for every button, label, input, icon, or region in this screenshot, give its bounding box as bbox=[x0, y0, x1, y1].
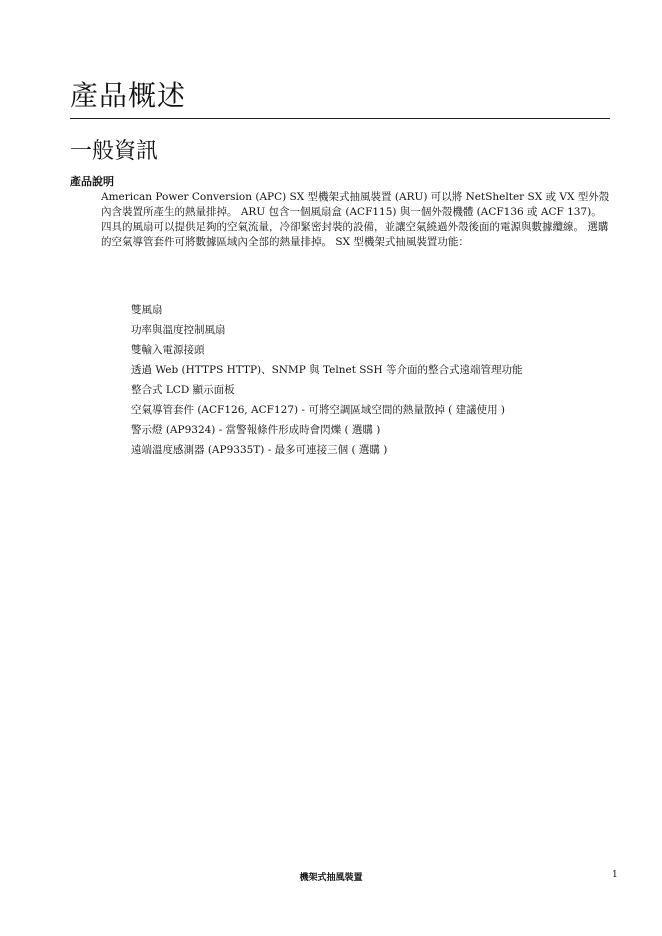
feature-item: 整合式 LCD 顯示面板 bbox=[131, 384, 235, 396]
feature-item: 雙風扇 bbox=[131, 304, 163, 316]
feature-item: 功率與溫度控制風扇 bbox=[131, 324, 226, 336]
product-description-paragraph: American Power Conversion (APC) SX 型機架式抽風裝置 (ARU) 可以將 NetShelter SX 或 VX 型外殼內含裝置所產生的熱量排掉。 ARU 包含一個風扇盒 (ACF115) 與一個外殼機體 (ACF136 或 ACF 137)。 四具的風扇可以提供足夠的空氣流量，冷卻緊密封裝的設備，並讓空氣繞過外殼後面的電源與數據纜線。 選購的空氣導管套件可將數據區域內全部的熱量排掉。 SX 型機架式抽風裝置功能： bbox=[101, 191, 610, 248]
product-description-heading: 產品說明 bbox=[70, 175, 114, 188]
feature-list bbox=[131, 300, 522, 460]
page-number: 1 bbox=[612, 870, 618, 880]
title-divider bbox=[70, 118, 610, 119]
feature-item: 空氣導管套件 (ACF126, ACF127) - 可將空調區域空間的熱量散掉 ( 建議使用 ) bbox=[131, 404, 506, 416]
feature-item: 雙輸入電源接頭 bbox=[131, 344, 205, 356]
section-heading: 一般資訊 bbox=[70, 139, 159, 164]
feature-item: 透過 Web (HTTPS HTTP)、SNMP 與 Telnet SSH 等介面的整合式遠端管理功能 bbox=[131, 364, 523, 376]
footer-title: 機架式抽風裝置 bbox=[299, 873, 363, 883]
feature-item: 警示燈 (AP9324) - 當警報條件形成時會閃爍 ( 選購 ) bbox=[131, 424, 381, 436]
page-title: 產品概述 bbox=[70, 79, 187, 112]
feature-item: 遠端溫度感測器 (AP9335T) - 最多可連接三個 ( 選購 ) bbox=[131, 444, 388, 456]
